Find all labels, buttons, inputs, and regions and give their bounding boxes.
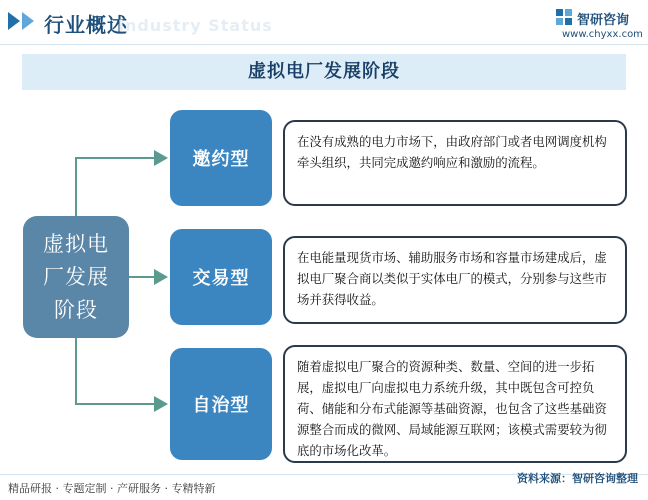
brand-name: 智研咨询 <box>577 13 630 28</box>
section-title: 行业概述 <box>44 13 128 37</box>
center-node <box>23 216 129 338</box>
stage-description: 随着虚拟电厂聚合的资源种类、数量、空间的进一步拓展，虚拟电厂向虚拟电力系统升级，其中既包含可控负荷、储能和分布式能源等基础资源，也包含了这些基础资源整合而成的微网、局域能源互联网；该模式需要较为彻底的市场化改革。 <box>297 359 607 458</box>
footer-tagline: 精品研报 · 专题定制 · 产研服务 · 专精特新 <box>8 482 216 495</box>
stage-name: 交易型 <box>192 268 250 289</box>
diagram-title: 虚拟电厂发展阶段 <box>248 61 400 82</box>
stage-node-1 <box>170 110 272 206</box>
stage-description: 在电能量现货市场、辅助服务市场和容量市场建成后，虚拟电厂聚合商以类似于实体电厂的模式，分别参与这些市场并获得收益。 <box>297 250 607 307</box>
stage-description-box-1 <box>283 120 627 206</box>
stage-node-2 <box>170 229 272 325</box>
connector-to-stage-1 <box>76 158 166 216</box>
stage-name: 邀约型 <box>192 149 250 170</box>
stage-node-3 <box>170 348 272 460</box>
brand-url: www.chyxx.com <box>562 29 643 40</box>
center-label: 虚拟电 厂发展 阶段 <box>43 232 109 322</box>
stage-description-box-3 <box>283 345 627 463</box>
stage-name: 自治型 <box>192 395 250 416</box>
connector-to-stage-3 <box>76 338 166 404</box>
section-ghost-text: Industry Status <box>118 16 273 35</box>
source-note: 资料来源：智研咨询整理 <box>517 472 638 485</box>
stage-description: 在没有成熟的电力市场下，由政府部门或者电网调度机构牵头组织，共同完成邀约响应和激励的流程。 <box>297 134 607 170</box>
stage-description-box-2 <box>283 236 627 324</box>
